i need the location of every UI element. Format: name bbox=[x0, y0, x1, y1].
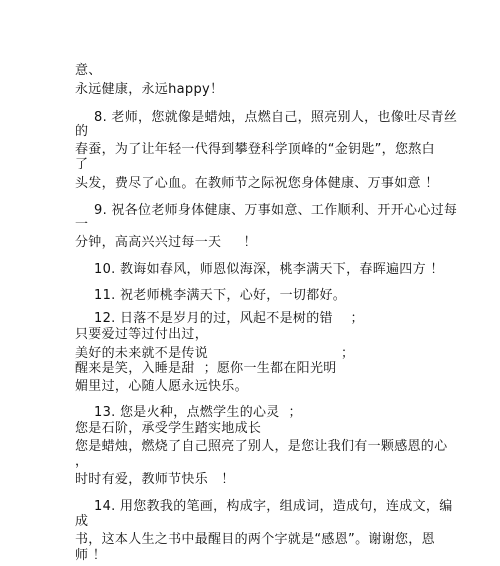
text-line: 成 bbox=[75, 514, 89, 529]
text-line: ， bbox=[75, 454, 89, 469]
paragraph-12-line: 12. 日落不是岁月的过，风起不是树的错 ； bbox=[94, 311, 364, 326]
text-line: 的 bbox=[75, 124, 89, 139]
text-line: 美好的未来就不是传说 ； bbox=[75, 346, 355, 361]
text-line: 师 ！ bbox=[75, 548, 107, 563]
text-line: 分钟，高高兴兴过每一天 ！ bbox=[75, 235, 257, 250]
text-line: 您是石阶，承受学生踏实地成长 bbox=[75, 421, 262, 436]
text-line: 了 bbox=[75, 157, 89, 172]
text-line: 永远健康，永远happy！ bbox=[75, 82, 224, 97]
paragraph-11-line: 11. 祝老师桃李满天下，心好，一切都好。 bbox=[94, 288, 347, 303]
paragraph-8-line: 8. 老师，您就像是蜡烛，点燃自己，照亮别人，也像吐尽青丝 bbox=[94, 110, 458, 125]
text-line: 头发，费尽了心血。在教师节之际祝您身体健康、万事如意 ！ bbox=[75, 176, 439, 191]
text-line: 一 bbox=[75, 217, 89, 232]
paragraph-14-line: 14. 用您教我的笔画，构成字，组成词，造成句，连成文，编 bbox=[94, 499, 453, 514]
text-line: 媚里过，心随人愿永远快乐。 bbox=[75, 379, 248, 394]
text-line: 书，这本人生之书中最醒目的两个字就是“感恩”。谢谢您，恩 bbox=[75, 532, 435, 547]
text-line: 意、 bbox=[75, 63, 102, 78]
paragraph-10-line: 10. 教诲如春风，师恩似海深，桃李满天下，春晖遍四方 ！ bbox=[94, 262, 444, 277]
text-line: 醒来是笑，入睡是甜 ；愿你一生都在阳光明 bbox=[75, 361, 337, 376]
text-line: 只要爱过等过付出过， bbox=[75, 327, 209, 342]
text-line: 您是蜡烛，燃烧了自己照亮了别人，是您让我们有一颗感恩的心 bbox=[75, 439, 448, 454]
text-line: 春蚕，为了让年轻一代得到攀登科学顶峰的“金钥匙”，您熬白 bbox=[75, 142, 435, 157]
paragraph-9-line: 9. 祝各位老师身体健康、万事如意、工作顺利、开开心心过每 bbox=[94, 203, 458, 218]
paragraph-13-line: 13. 您是火种，点燃学生的心灵 ； bbox=[94, 405, 302, 420]
text-line: 时时有爱，教师节快乐 ！ bbox=[75, 472, 235, 487]
